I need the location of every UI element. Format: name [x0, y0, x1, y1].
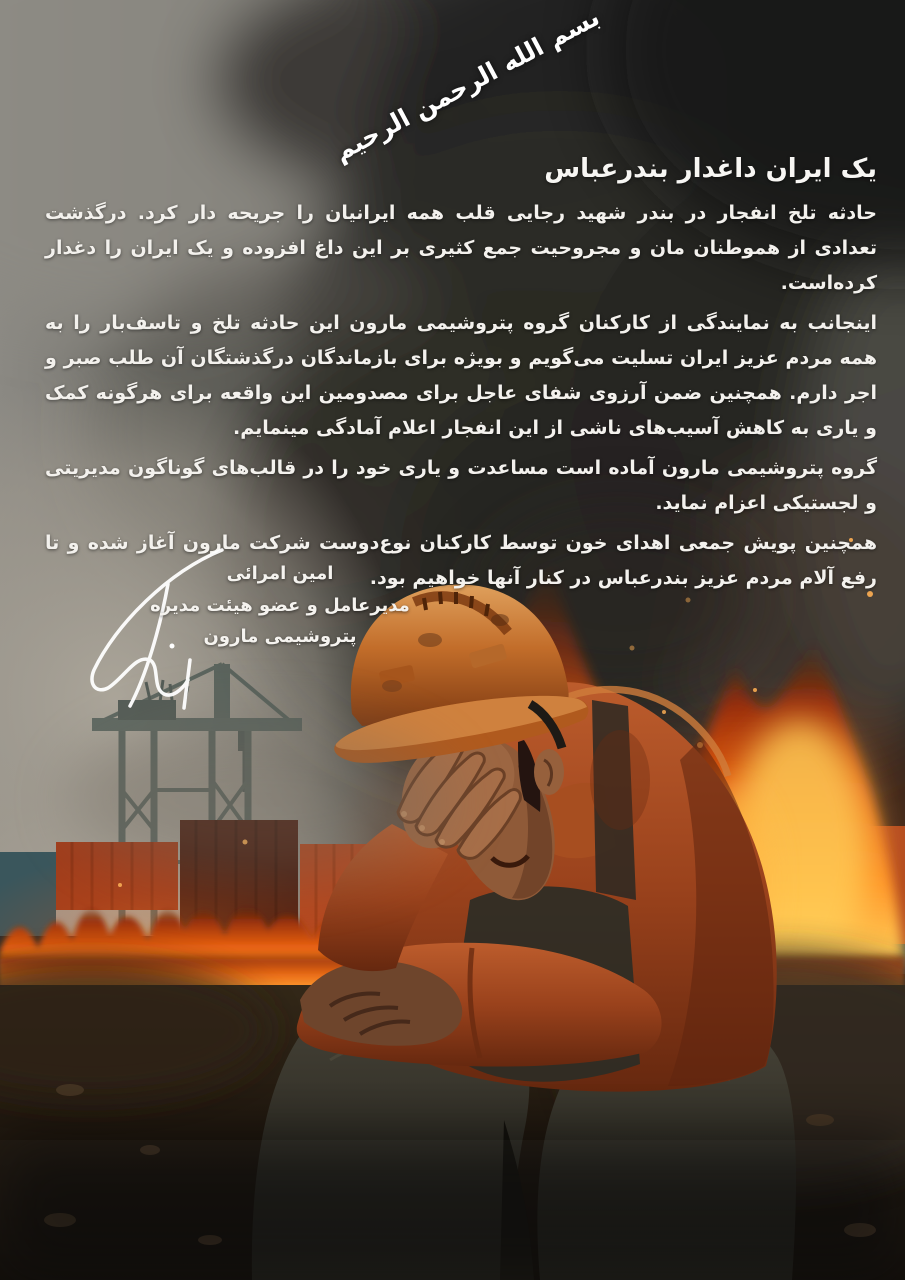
condolence-paragraph: همچنین پویش جمعی اهدای خون توسط کارکنان نوع‌دوست شرکت مارون آغاز شده و تا رفع آلام مردم عزیز بندرعباس در کنار آنها خواهیم بود. [45, 532, 877, 589]
condolence-message [45, 196, 877, 601]
signatory-role: مدیرعامل و عضو هیئت مدیره [150, 595, 410, 616]
condolence-paragraph: حادثه تلخ انفجار در بندر شهید رجایی قلب همه ایرانیان را جریحه دار کرد. درگذشت تعدادی از هموطنان مان و مجروحیت جمع کثیری بر این داغ افزوده و یک ایران را دغدار کرده‌است. [45, 202, 877, 294]
condolence-paragraph: اینجانب به نمایندگی از کارکنان گروه پتروشیمی مارون این حادثه تلخ و تاسف‌بار را به همه مردم عزیز ایران تسلیت می‌گویم و بویژه برای بازماندگان درگذشتگان آن طلب صبر و اجر دارم. همچنین ضمن آرزوی شفای عاجل برای مصدومین این واقعه برای هرگونه کمک و یاری به کاهش آسیب‌های ناشی از این انفجار اعلام آمادگی مینمایم. [45, 312, 877, 439]
signature-block [146, 564, 414, 647]
bismillah-calligraphy: بسم الله الرحمن الرحیم [329, 1, 605, 167]
poster-title: یک ایران داغدار بندرعباس [544, 154, 877, 184]
condolence-paragraph: گروه پتروشیمی مارون آماده است مساعدت و یاری خود را در قالب‌های گوناگون مدیریتی و لجستیکی اعزام نماید. [45, 457, 877, 514]
worker-ear [534, 749, 564, 795]
signatory-company: پتروشیمی مارون [203, 626, 357, 647]
signatory-name: امین امرائی [226, 563, 334, 584]
